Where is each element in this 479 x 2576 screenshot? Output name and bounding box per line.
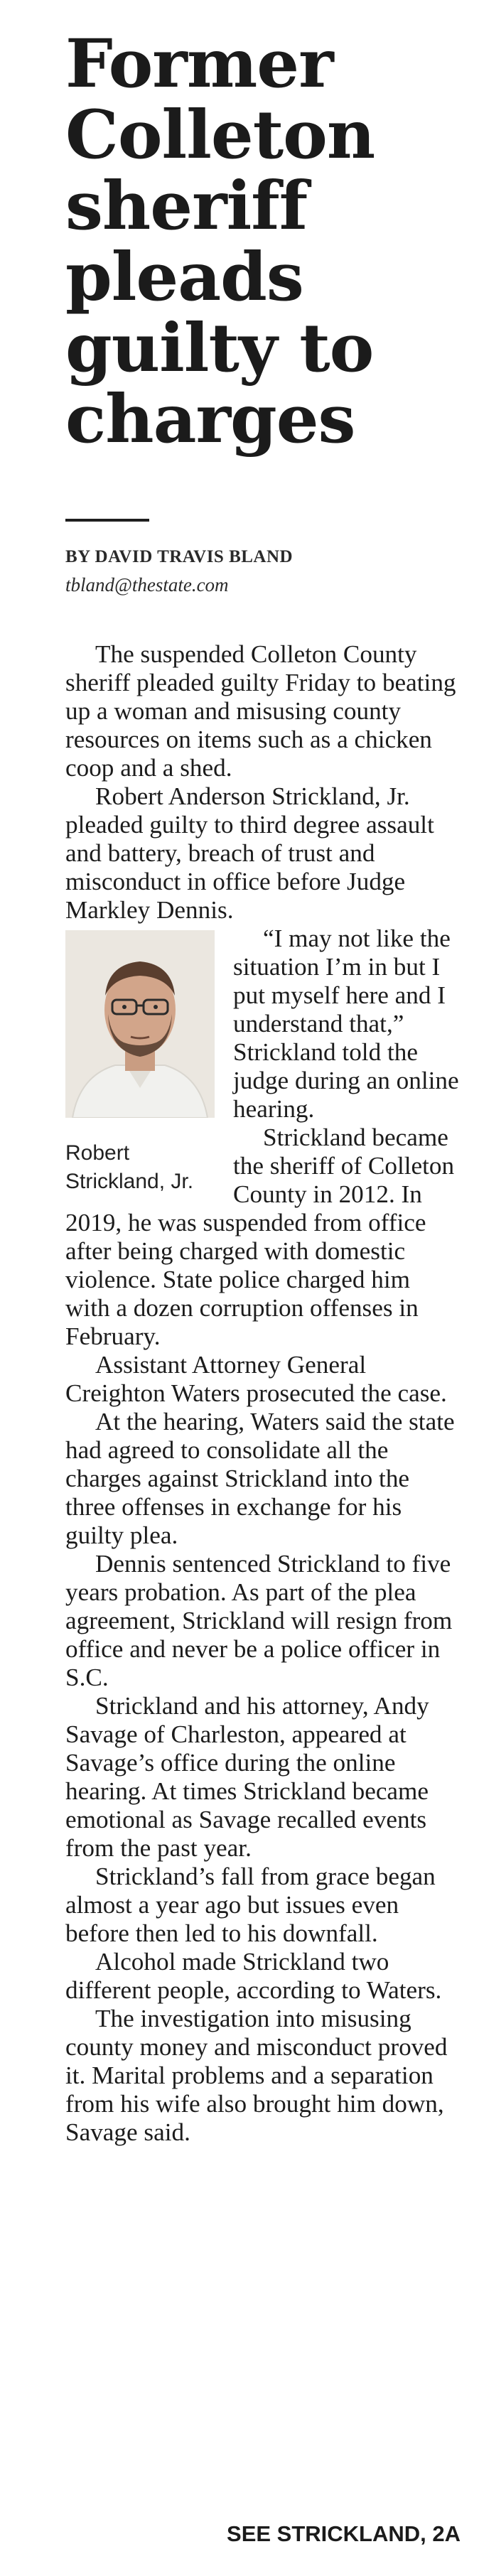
photo-caption: Robert Strickland, Jr. [65,1141,194,1193]
headline: Former Colleton sheriff pleads guilty to charges [65,25,375,458]
paragraph: Strickland and his attorney, Andy Savage of Charleston, appeared at Savage’s office during the online hearing. At times Strickland became emotional as Savage recalled events from the past year. [65,1692,429,1862]
mugshot-photo [65,930,215,1118]
paragraph: Strickland’s fall from grace began almost a year ago but issues even before then led to his downfall. [65,1863,436,1947]
paragraph: Alcohol made Strickland two different people, according to Waters. [65,1948,442,2004]
paragraph: Assistant Attorney General Creighton Waters prosecuted the case. [65,1351,447,1407]
byline: BY DAVID TRAVIS BLAND [65,547,294,566]
mugshot-figure [65,930,220,1196]
article-body [65,640,459,2147]
paragraph: Robert Anderson Strickland, Jr. pleaded guilty to third degree assault and battery, breach of trust and misconduct in office before Judge Markley Dennis. [65,782,434,924]
paragraph: Strickland became the sheriff of Colleton County in 2012. In 2019, he was suspended from office after being charged with domestic violence. State police charged him with a dozen corruption offenses in February. [65,1123,455,1350]
paragraph: At the hearing, Waters said the state had agreed to consolidate all the charges against Strickland into the three offenses in exchange for his guilty plea. [65,1408,455,1549]
portrait-image [65,930,215,1118]
paragraph: “I may not like the situation I’m in but I put myself here and I understand that,” Strickland told the judge during an online hearing. [233,925,459,1123]
byline-divider [65,519,149,522]
paragraph: The suspended Colleton County sheriff pleaded guilty Friday to beating up a woman and misusing county resources on items such as a chicken coop and a shed. [65,640,456,782]
author-email: tbland@thestate.com [65,574,229,596]
jump-line: SEE STRICKLAND, 2A [227,2521,461,2546]
paragraph: The investigation into misusing county money and misconduct proved it. Marital problems and a separation from his wife also brought him down, Savage said. [65,2005,448,2146]
paragraph: Dennis sentenced Strickland to five years probation. As part of the plea agreement, Strickland will resign from office and never be a police officer in S.C. [65,1550,453,1691]
